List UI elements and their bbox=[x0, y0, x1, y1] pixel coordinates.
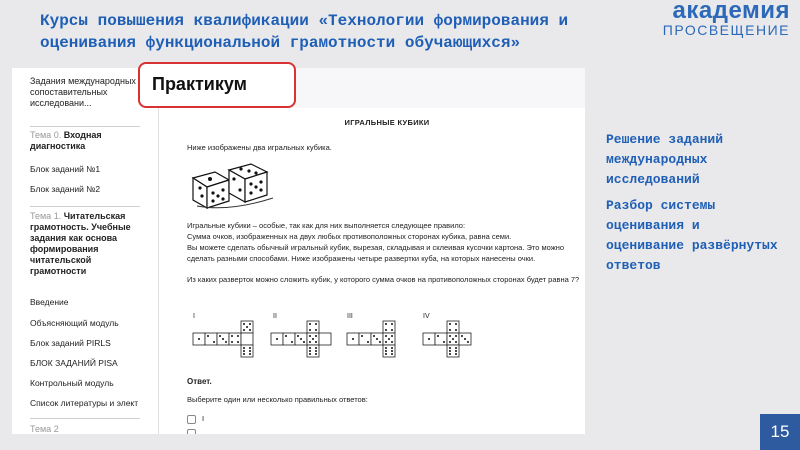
net-3 bbox=[347, 321, 395, 357]
sidebar-item-intro[interactable]: Введение bbox=[30, 297, 69, 307]
sidebar-item-pisa[interactable]: БЛОК ЗАДАНИЙ PISA bbox=[30, 358, 118, 368]
task-question: Из каких разверток можно сложить кубик, у которого сумма очков на противоположных сторонах будет равна 7? bbox=[187, 275, 580, 284]
task-paragraph-1: Игральные кубики – особые, так как для них выполняется следующее правило: bbox=[187, 221, 466, 230]
slide-title: Курсы повышения квалификации «Технологии формирования и оценивания функциональной грамотности обучающихся» bbox=[40, 12, 569, 52]
sidebar-topic-1[interactable] bbox=[30, 211, 140, 277]
task-paragraph-3: Вы можете сделать обычный игральный кубик, вырезая, складывая и склеивая кусочки картона. Это можно сделать разными способами. Ниже изображены четыре развертки куба, на которых нанесены очки. bbox=[187, 243, 565, 263]
topic-1-prefix: Тема 1. bbox=[30, 211, 62, 221]
sidebar-item-pirls[interactable]: Блок заданий PIRLS bbox=[30, 338, 111, 348]
academy-logo bbox=[663, 0, 790, 38]
sidebar-divider bbox=[30, 206, 140, 207]
net-label-4: IV bbox=[423, 313, 430, 320]
sidebar-item-control-module[interactable]: Контрольный модуль bbox=[30, 378, 114, 388]
option-label: I bbox=[202, 414, 205, 423]
task-intro: Ниже изображены два игральных кубика. bbox=[187, 143, 332, 152]
topic-0-name: Входная диагностика bbox=[30, 130, 102, 151]
logo-top-text: академия bbox=[672, 0, 790, 24]
sidebar-item-explain-module[interactable]: Объясняющий модуль bbox=[30, 318, 119, 328]
logo-bottom-text: ПРОСВЕЩЕНИЕ bbox=[662, 22, 790, 38]
net-label-1: I bbox=[193, 313, 195, 320]
page-number: 15 bbox=[760, 414, 800, 450]
right-note-1: Решение заданий международных исследований bbox=[606, 132, 724, 187]
answer-option-2[interactable] bbox=[187, 428, 202, 434]
course-sidebar bbox=[12, 68, 142, 434]
task-content bbox=[187, 68, 585, 434]
practicum-callout bbox=[138, 62, 296, 108]
option-checkbox[interactable] bbox=[187, 429, 196, 434]
sidebar-item-block-2[interactable]: Блок заданий №2 bbox=[30, 184, 101, 194]
sidebar-divider bbox=[30, 126, 140, 127]
sidebar-topic-2[interactable] bbox=[30, 424, 140, 434]
sidebar-topic-0[interactable] bbox=[30, 130, 140, 152]
cube-nets bbox=[191, 318, 491, 363]
sidebar-item-block-1[interactable]: Блок заданий №1 bbox=[30, 164, 101, 174]
content-divider bbox=[158, 108, 159, 434]
topic-2-prefix: Тема 2 bbox=[30, 424, 59, 434]
net-label-3: III bbox=[347, 313, 353, 320]
practicum-label: Практикум bbox=[152, 74, 247, 94]
lms-screenshot bbox=[12, 68, 585, 434]
answer-label: Ответ. bbox=[187, 377, 212, 386]
sidebar-item-literature[interactable]: Список литературы и элект bbox=[30, 398, 139, 408]
sidebar-course-title[interactable]: Задания международных сопоставительных исследовани... bbox=[30, 76, 136, 108]
task-paragraph-2: Сумма очков, изображенных на двух любых противоположных сторонах кубика, равна семи. bbox=[187, 232, 512, 241]
answer-hint: Выберите один или несколько правильных ответов: bbox=[187, 395, 368, 404]
sidebar-divider bbox=[30, 418, 140, 419]
dice-illustration bbox=[189, 160, 279, 210]
net-4 bbox=[423, 321, 471, 357]
answer-option-1[interactable] bbox=[187, 414, 204, 424]
net-label-2: II bbox=[273, 313, 277, 320]
topic-0-prefix: Тема 0. bbox=[30, 130, 62, 140]
right-note-2: Разбор системы оценивания и оценивание развёрнутых ответов bbox=[606, 198, 778, 273]
option-checkbox[interactable] bbox=[187, 415, 196, 424]
topic-1-name: Читательская грамотность. Учебные задания как основа формирования читательской грамотности bbox=[30, 211, 131, 276]
task-title: ИГРАЛЬНЫЕ КУБИКИ bbox=[344, 118, 430, 127]
